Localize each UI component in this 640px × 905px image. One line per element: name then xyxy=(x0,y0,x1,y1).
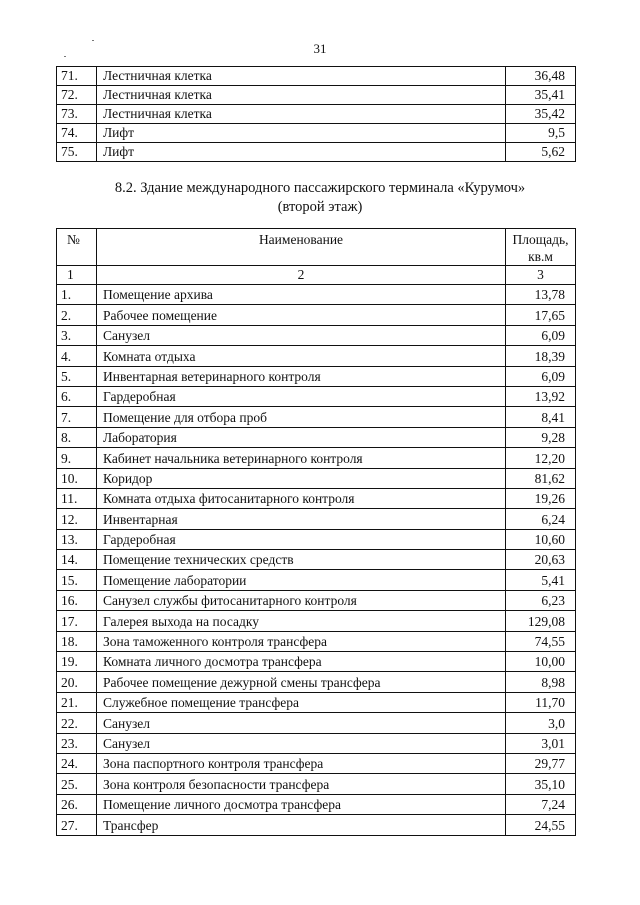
room-area: 12,20 xyxy=(506,448,576,468)
room-area: 6,23 xyxy=(506,590,576,610)
header-area-line1: Площадь, xyxy=(512,232,569,247)
room-name: Санузел службы фитосанитарного контроля xyxy=(97,590,506,610)
row-number: 18. xyxy=(57,631,97,651)
room-area: 6,09 xyxy=(506,325,576,345)
row-number: 11. xyxy=(57,488,97,508)
room-area: 24,55 xyxy=(506,815,576,835)
table-row xyxy=(57,305,576,325)
room-name: Помещение личного досмотра трансфера xyxy=(97,794,506,814)
room-name: Лестничная клетка xyxy=(97,105,506,124)
room-area: 29,77 xyxy=(506,753,576,773)
room-name: Зона контроля безопасности трансфера xyxy=(97,774,506,794)
room-area: 13,78 xyxy=(506,285,576,305)
row-number: 12. xyxy=(57,509,97,529)
table-row xyxy=(57,509,576,529)
table-row xyxy=(57,67,576,86)
room-area: 9,28 xyxy=(506,427,576,447)
room-name: Лифт xyxy=(97,143,506,162)
section-heading xyxy=(0,179,640,217)
room-area: 35,41 xyxy=(506,86,576,105)
room-area: 18,39 xyxy=(506,346,576,366)
row-number: 72. xyxy=(57,86,97,105)
page-number: 31 xyxy=(313,41,327,56)
row-number: 71. xyxy=(57,67,97,86)
table-row xyxy=(57,753,576,773)
room-name: Санузел xyxy=(97,325,506,345)
room-area: 5,62 xyxy=(506,143,576,162)
table-row xyxy=(57,86,576,105)
row-number: 25. xyxy=(57,774,97,794)
room-area: 17,65 xyxy=(506,305,576,325)
table-row xyxy=(57,631,576,651)
table-row xyxy=(57,325,576,345)
row-number: 4. xyxy=(57,346,97,366)
room-area: 81,62 xyxy=(506,468,576,488)
table-row xyxy=(57,713,576,733)
room-name: Гардеробная xyxy=(97,386,506,406)
column-index-row xyxy=(57,266,576,285)
room-area: 20,63 xyxy=(506,550,576,570)
row-number: 10. xyxy=(57,468,97,488)
room-name: Помещение технических средств xyxy=(97,550,506,570)
table-row xyxy=(57,652,576,672)
row-number: 19. xyxy=(57,652,97,672)
room-name: Рабочее помещение xyxy=(97,305,506,325)
room-name: Инвентарная xyxy=(97,509,506,529)
continued-table-body xyxy=(57,67,576,162)
row-number: 3. xyxy=(57,325,97,345)
room-area: 8,98 xyxy=(506,672,576,692)
table-row xyxy=(57,488,576,508)
room-name: Комната отдыха фитосанитарного контроля xyxy=(97,488,506,508)
row-number: 74. xyxy=(57,124,97,143)
room-area: 10,00 xyxy=(506,652,576,672)
table-row xyxy=(57,448,576,468)
column-index-2: 2 xyxy=(97,266,506,285)
row-number: 20. xyxy=(57,672,97,692)
table-row xyxy=(57,285,576,305)
table-row xyxy=(57,611,576,631)
row-number: 14. xyxy=(57,550,97,570)
room-area: 8,41 xyxy=(506,407,576,427)
room-area: 3,01 xyxy=(506,733,576,753)
table-row xyxy=(57,590,576,610)
row-number: 15. xyxy=(57,570,97,590)
room-area: 19,26 xyxy=(506,488,576,508)
room-area: 5,41 xyxy=(506,570,576,590)
row-number: 23. xyxy=(57,733,97,753)
room-area: 35,42 xyxy=(506,105,576,124)
table-row xyxy=(57,407,576,427)
room-area: 129,08 xyxy=(506,611,576,631)
row-number: 7. xyxy=(57,407,97,427)
row-number: 24. xyxy=(57,753,97,773)
room-name: Лестничная клетка xyxy=(97,86,506,105)
room-area: 3,0 xyxy=(506,713,576,733)
row-number: 1. xyxy=(57,285,97,305)
table-row xyxy=(57,692,576,712)
header-area-line2: кв.м xyxy=(528,249,553,264)
room-area: 10,60 xyxy=(506,529,576,549)
row-number: 5. xyxy=(57,366,97,386)
column-index-3: 3 xyxy=(506,266,576,285)
row-number: 6. xyxy=(57,386,97,406)
room-area: 11,70 xyxy=(506,692,576,712)
room-area: 13,92 xyxy=(506,386,576,406)
row-number: 2. xyxy=(57,305,97,325)
room-name: Лифт xyxy=(97,124,506,143)
room-name: Кабинет начальника ветеринарного контроля xyxy=(97,448,506,468)
table-row xyxy=(57,794,576,814)
row-number: 8. xyxy=(57,427,97,447)
room-name: Служебное помещение трансфера xyxy=(97,692,506,712)
room-area: 36,48 xyxy=(506,67,576,86)
room-name: Санузел xyxy=(97,733,506,753)
table-row xyxy=(57,386,576,406)
table-row xyxy=(57,815,576,835)
room-area: 6,09 xyxy=(506,366,576,386)
room-name: Зона паспортного контроля трансфера xyxy=(97,753,506,773)
table-row xyxy=(57,143,576,162)
table-row xyxy=(57,427,576,447)
room-name: Комната отдыха xyxy=(97,346,506,366)
table-row xyxy=(57,570,576,590)
table-row xyxy=(57,774,576,794)
row-number: 26. xyxy=(57,794,97,814)
row-number: 13. xyxy=(57,529,97,549)
table-row xyxy=(57,105,576,124)
table-row xyxy=(57,529,576,549)
room-name: Лестничная клетка xyxy=(97,67,506,86)
room-name: Коридор xyxy=(97,468,506,488)
room-name: Инвентарная ветеринарного контроля xyxy=(97,366,506,386)
room-area: 9,5 xyxy=(506,124,576,143)
rooms-table xyxy=(56,228,576,836)
row-number: 21. xyxy=(57,692,97,712)
section-subtitle: (второй этаж) xyxy=(277,199,363,215)
row-number: 22. xyxy=(57,713,97,733)
room-name: Помещение архива xyxy=(97,285,506,305)
room-area: 74,55 xyxy=(506,631,576,651)
room-name: Гардеробная xyxy=(97,529,506,549)
row-number: 27. xyxy=(57,815,97,835)
row-number: 75. xyxy=(57,143,97,162)
table-header-row xyxy=(57,229,576,266)
row-number: 17. xyxy=(57,611,97,631)
room-name: Помещение лаборатории xyxy=(97,570,506,590)
row-number: 16. xyxy=(57,590,97,610)
table-row xyxy=(57,468,576,488)
table-row xyxy=(57,366,576,386)
row-number: 9. xyxy=(57,448,97,468)
room-name: Рабочее помещение дежурной смены трансфера xyxy=(97,672,506,692)
room-name: Зона таможенного контроля трансфера xyxy=(97,631,506,651)
room-area: 35,10 xyxy=(506,774,576,794)
header-area xyxy=(506,229,576,266)
table-row xyxy=(57,733,576,753)
room-name: Лаборатория xyxy=(97,427,506,447)
continued-table xyxy=(56,66,576,162)
row-number: 73. xyxy=(57,105,97,124)
header-number: № xyxy=(57,229,97,266)
room-name: Трансфер xyxy=(97,815,506,835)
room-name: Комната личного досмотра трансфера xyxy=(97,652,506,672)
header-name: Наименование xyxy=(97,229,506,266)
section-title: 8.2. Здание международного пассажирского терминала «Курумоч» xyxy=(114,180,526,196)
room-area: 7,24 xyxy=(506,794,576,814)
table-row xyxy=(57,672,576,692)
column-index-1: 1 xyxy=(57,266,97,285)
room-name: Помещение для отбора проб xyxy=(97,407,506,427)
rooms-table-body xyxy=(57,285,576,836)
room-name: Галерея выхода на посадку xyxy=(97,611,506,631)
room-name: Санузел xyxy=(97,713,506,733)
table-row xyxy=(57,550,576,570)
table-row xyxy=(57,124,576,143)
table-row xyxy=(57,346,576,366)
room-area: 6,24 xyxy=(506,509,576,529)
